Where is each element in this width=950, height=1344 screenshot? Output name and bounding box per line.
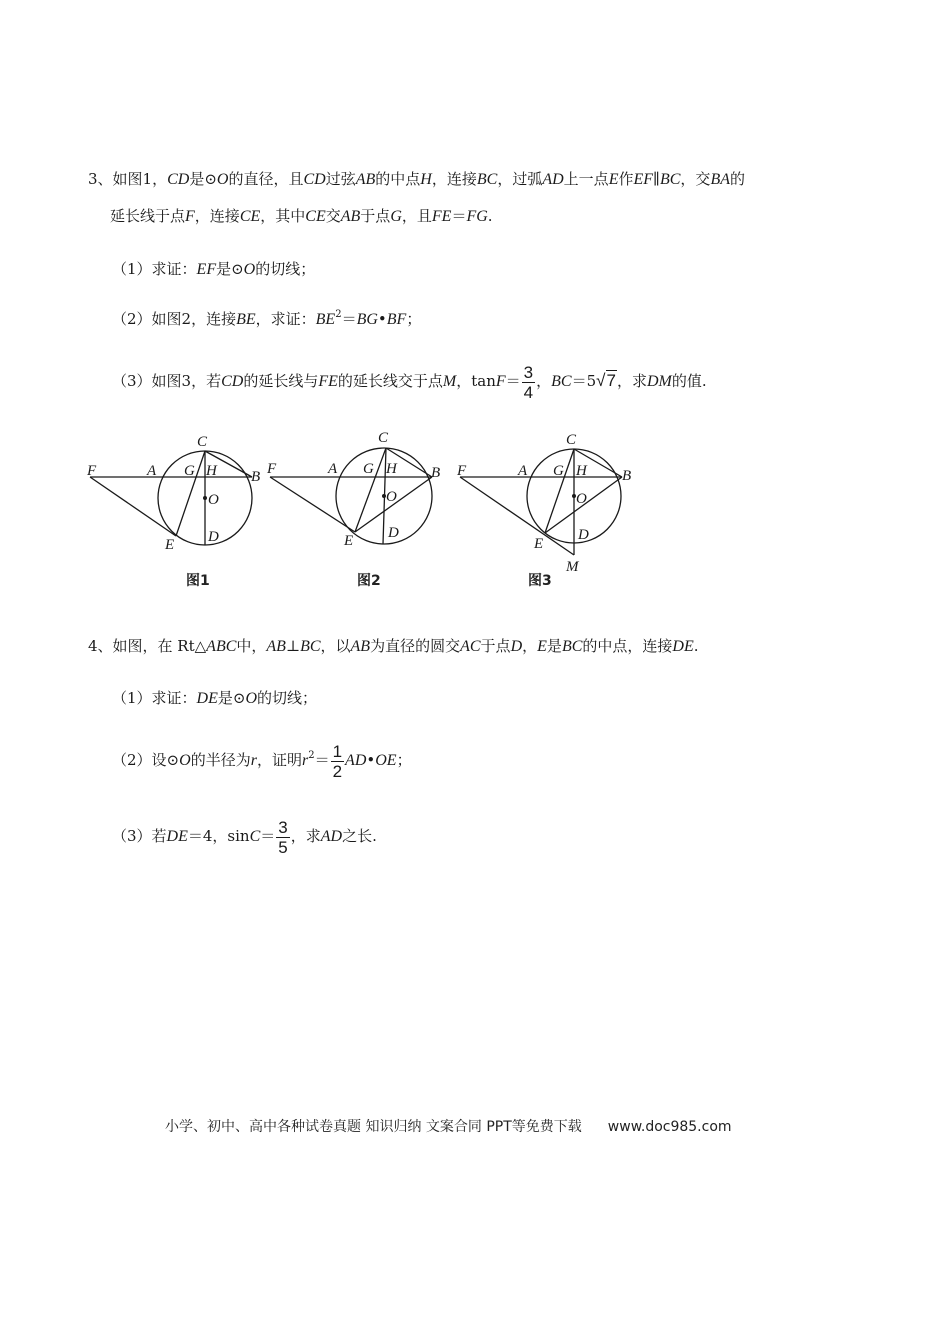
radicand: 7 — [606, 371, 616, 390]
label-a: A — [147, 463, 157, 479]
q3-stem-line2 — [110, 205, 493, 228]
label-c: C — [566, 432, 577, 448]
q4-sub2 — [112, 737, 412, 784]
text: （2）如图2，连接 — [112, 310, 237, 328]
text: 的中点，连接 — [582, 637, 673, 655]
figure-1-diagram — [80, 425, 270, 560]
var: CD — [303, 171, 326, 188]
figure-2-caption: 图2 — [357, 573, 381, 589]
label-m: M — [566, 559, 579, 575]
text: 是 — [546, 637, 562, 655]
text: 的半径为 — [190, 751, 251, 769]
label-f: F — [267, 461, 277, 477]
text: . — [487, 207, 493, 225]
figure-3-caption: 图3 — [528, 573, 552, 589]
fraction — [276, 818, 289, 857]
figure-2-diagram — [262, 425, 452, 560]
label-c: C — [197, 434, 208, 450]
text: ，交 — [680, 170, 711, 188]
var: F — [495, 373, 506, 390]
figure-3-diagram — [452, 425, 647, 575]
var: O — [216, 171, 229, 188]
text: • — [377, 310, 387, 328]
text: ，以 — [320, 637, 351, 655]
var: BC — [551, 373, 572, 390]
label-b: B — [622, 468, 632, 484]
var: AB — [355, 171, 376, 188]
var: AB — [266, 638, 286, 655]
footer-text: 小学、初中、高中各种试卷真题 知识归纳 文案合同 PPT等免费下载 — [165, 1119, 582, 1135]
text: ，证明 — [256, 751, 302, 769]
var: CE — [239, 208, 261, 225]
text: 的延长线与 — [243, 372, 319, 390]
var: DE — [196, 690, 218, 707]
text: ，连接 — [431, 170, 477, 188]
text: ，求 — [290, 827, 321, 845]
figure-1-caption: 图1 — [186, 573, 210, 589]
text: 延长线于点 — [110, 207, 186, 225]
text: 为直径的圆交 — [370, 637, 461, 655]
fraction-denominator: 4 — [523, 382, 534, 402]
label-b: B — [431, 465, 441, 481]
var: AB — [350, 638, 371, 655]
var: O — [179, 752, 191, 769]
text: ，其中 — [260, 207, 306, 225]
var: r — [250, 752, 257, 769]
text: 于点 — [360, 207, 391, 225]
text: ，求 — [616, 372, 647, 390]
var: G — [390, 208, 402, 225]
label-o: O — [576, 491, 587, 507]
label-o: O — [386, 489, 397, 505]
exponent: 2 — [335, 309, 342, 320]
label-a: A — [518, 463, 528, 479]
label-c: C — [378, 430, 389, 446]
figure-2 — [262, 425, 452, 560]
text: ＝4，sin — [187, 827, 250, 845]
label-e: E — [534, 536, 544, 552]
var: EF — [196, 261, 217, 278]
text: 是⊙ — [216, 260, 244, 278]
var: AC — [460, 638, 481, 655]
var: DM — [646, 373, 672, 390]
var: BE — [315, 311, 336, 328]
var: FE — [318, 373, 338, 390]
text: 上一点 — [563, 170, 609, 188]
label-e: E — [165, 537, 175, 553]
text: ＝ — [260, 827, 276, 845]
var: CD — [221, 373, 244, 390]
text: 的直径，且 — [228, 170, 304, 188]
text: ⊥ — [285, 637, 301, 655]
text: 的中点 — [375, 170, 421, 188]
text: ，连接 — [194, 207, 240, 225]
var: ABC — [206, 638, 237, 655]
page-footer — [165, 1116, 732, 1136]
var: OE — [375, 752, 397, 769]
label-d: D — [578, 527, 589, 543]
text: ， — [536, 372, 552, 390]
footer-url[interactable]: www.doc985.com — [607, 1119, 732, 1135]
text: （1）求证： — [112, 689, 197, 707]
fraction — [522, 363, 535, 402]
var: D — [510, 638, 523, 655]
var: H — [420, 171, 432, 188]
label-h: H — [576, 463, 587, 479]
line-fe — [90, 477, 176, 536]
text: ＝ — [341, 310, 357, 328]
text: 的延长线交于点 — [337, 372, 443, 390]
text: 是⊙ — [189, 170, 217, 188]
text: 的 — [729, 170, 745, 188]
text: （2）设⊙ — [112, 751, 180, 769]
var: BE — [236, 311, 256, 328]
text: （3）若 — [112, 827, 167, 845]
var: BG — [356, 311, 378, 328]
label-d: D — [388, 525, 399, 541]
exponent: 2 — [308, 750, 315, 761]
text: ＝ — [505, 372, 521, 390]
text: ，且 — [401, 207, 432, 225]
text: • — [366, 751, 376, 769]
fraction-numerator: 1 — [332, 741, 343, 761]
fraction — [331, 742, 344, 781]
var: C — [249, 828, 261, 845]
label-h: H — [206, 463, 217, 479]
var: O — [243, 261, 256, 278]
q4-sub3 — [112, 813, 377, 860]
var: CD — [167, 171, 190, 188]
label-b: B — [251, 469, 261, 485]
var: BF — [386, 311, 407, 328]
var: FG — [466, 208, 488, 225]
text: 过弦 — [325, 170, 356, 188]
text: ∥ — [653, 170, 660, 188]
var: r — [301, 752, 309, 769]
text: 交 — [325, 207, 341, 225]
text: . — [693, 637, 699, 655]
var: AD — [320, 828, 343, 845]
text: ，过弧 — [497, 170, 543, 188]
label-a: A — [328, 461, 338, 477]
text: 作 — [618, 170, 634, 188]
label-f: F — [457, 463, 467, 479]
fraction-denominator: 5 — [278, 837, 288, 857]
text: 4、如图，在 Rt△ — [88, 637, 207, 655]
q4-stem — [88, 635, 699, 658]
var: E — [537, 638, 547, 655]
figure-3 — [452, 425, 647, 575]
var: AD — [542, 171, 564, 188]
text: 的切线； — [255, 260, 316, 278]
label-g: G — [184, 463, 195, 479]
label-e: E — [344, 533, 354, 549]
var: BC — [561, 638, 583, 655]
line-ce — [545, 449, 574, 533]
var: FE — [431, 208, 452, 225]
var: BC — [476, 171, 498, 188]
label-d: D — [208, 529, 219, 545]
var: M — [442, 373, 457, 390]
text: 的切线； — [257, 689, 318, 707]
fraction-numerator: 3 — [523, 362, 534, 382]
var: AB — [340, 208, 361, 225]
text: ； — [406, 310, 422, 328]
center-dot — [203, 496, 207, 500]
text: ， — [522, 637, 538, 655]
text: ＝ — [314, 751, 330, 769]
line-fe — [270, 477, 355, 532]
var: CE — [305, 208, 326, 225]
square-root: √7 — [596, 371, 616, 390]
var: E — [608, 171, 619, 188]
var: DE — [672, 638, 694, 655]
line-fm — [460, 477, 574, 555]
var: DE — [166, 828, 188, 845]
text: 3、如图1， — [88, 170, 168, 188]
text: ； — [396, 751, 412, 769]
text: 于点 — [480, 637, 511, 655]
label-g: G — [363, 461, 374, 477]
text: （1）求证： — [112, 260, 197, 278]
text: ，tan — [456, 372, 496, 390]
text: ＝5 — [571, 372, 597, 390]
q3-sub3 — [112, 358, 707, 405]
q3-sub2 — [112, 308, 421, 331]
figure-1 — [80, 425, 270, 560]
var: F — [185, 208, 195, 225]
label-o: O — [208, 492, 219, 508]
text: ，求证： — [255, 310, 316, 328]
text: 中， — [236, 637, 267, 655]
fraction-denominator: 2 — [332, 761, 343, 781]
var: AD — [345, 752, 367, 769]
text: 之长. — [342, 827, 377, 845]
var: O — [245, 690, 258, 707]
label-h: H — [386, 461, 397, 477]
fraction-numerator: 3 — [278, 817, 288, 837]
var: BC — [659, 171, 681, 188]
q4-sub1 — [112, 687, 317, 710]
label-g: G — [553, 463, 564, 479]
text: ＝ — [451, 207, 467, 225]
text: 是⊙ — [217, 689, 246, 707]
var: BC — [300, 638, 321, 655]
label-f: F — [87, 463, 97, 479]
var: EF — [633, 171, 654, 188]
var: BA — [710, 171, 730, 188]
text: （3）如图3，若 — [112, 372, 222, 390]
q3-sub1 — [112, 258, 315, 281]
q3-stem-line1 — [88, 168, 745, 191]
text: 的值. — [671, 372, 707, 390]
